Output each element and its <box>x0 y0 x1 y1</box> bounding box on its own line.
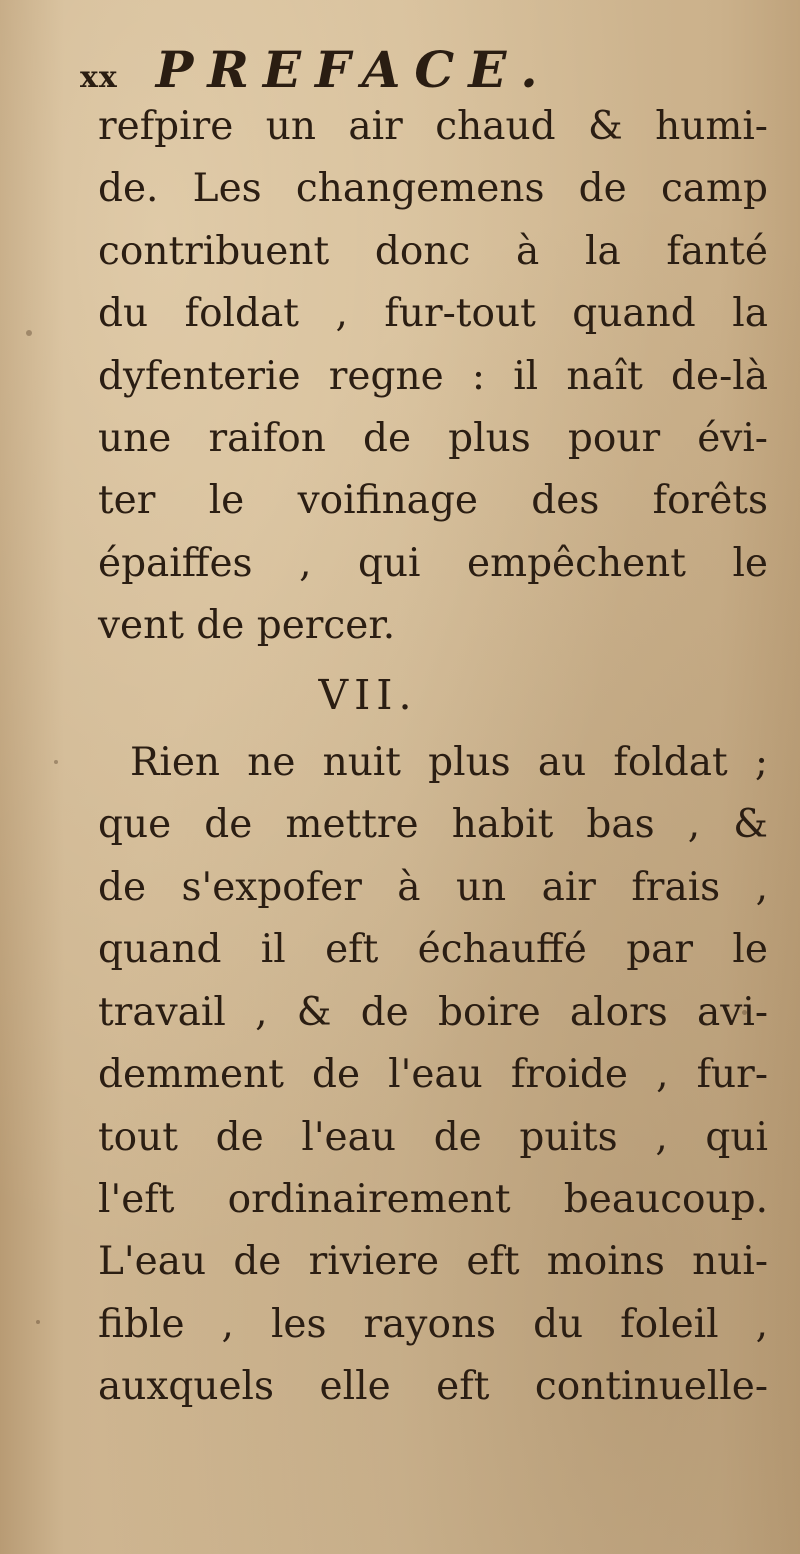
paper-speck <box>26 330 32 336</box>
text-line: de s'expofer à un air frais , <box>98 864 768 910</box>
page-number: xx <box>80 60 118 95</box>
text-line: vent de percer. <box>98 603 396 649</box>
page-header <box>80 40 552 100</box>
text-line: L'eau de riviere eft moins nui- <box>98 1239 768 1285</box>
text-line: quand il eft échauffé par le <box>98 927 768 973</box>
text-line: refpire un air chaud & humi- <box>98 104 768 149</box>
text-line: travail , & de boire alors avi- <box>98 989 768 1035</box>
text-line: l'eft ordinairement beaucoup. <box>98 1176 768 1222</box>
text-line: épaiffes , qui empêchent le <box>98 540 768 586</box>
text-line: contribuent donc à la fanté <box>98 228 768 274</box>
text-line: auxquels elle eft continuelle- <box>98 1364 768 1410</box>
text-line: de. Les changemens de camp <box>98 166 768 212</box>
text-line: ter le voifinage des forêts <box>98 478 768 524</box>
text-line: tout de l'eau de puits , qui <box>98 1114 768 1160</box>
text-line: du foldat , fur-tout quand la <box>98 291 768 337</box>
section-heading: VII. <box>318 670 418 719</box>
body-text <box>98 96 788 1419</box>
text-line: Rien ne nuit plus au foldat ; <box>130 740 768 786</box>
paper-speck <box>54 760 58 764</box>
text-line: demment de l'eau froide , fur- <box>98 1052 768 1098</box>
paper-speck <box>36 1320 40 1324</box>
running-head: PREFACE. <box>155 40 552 99</box>
text-line: fible , les rayons du foleil , <box>98 1301 768 1347</box>
text-line: que de mettre habit bas , & <box>98 802 768 848</box>
text-line: dyfenterie regne : il naît de-là <box>98 353 768 399</box>
text-line: une raifon de plus pour évi- <box>98 416 768 462</box>
